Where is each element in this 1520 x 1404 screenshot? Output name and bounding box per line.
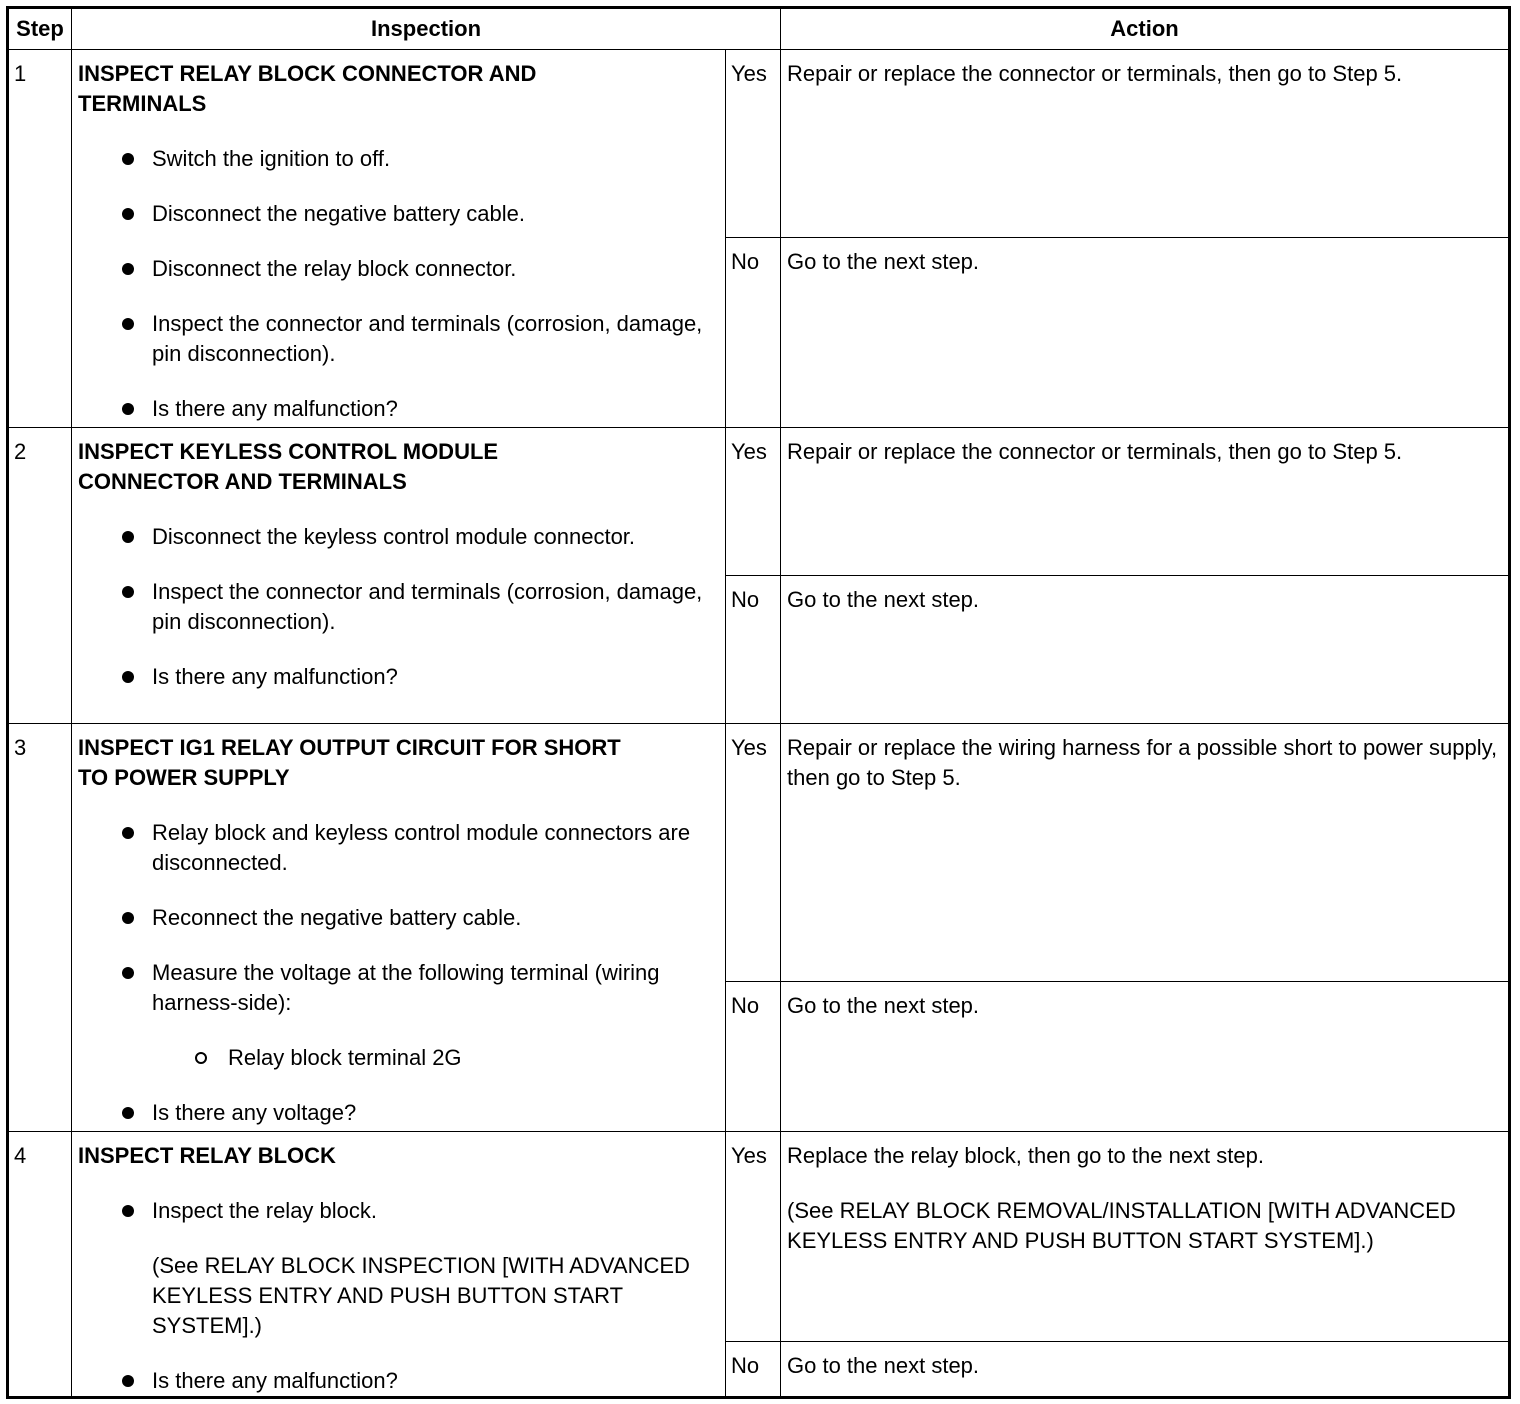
step-3-yes-row [8, 724, 1510, 982]
no-action: Go to the next step. [781, 576, 1510, 724]
step-2-inspection [72, 428, 726, 724]
list-item: Is there any malfunction? [78, 662, 719, 692]
step-1-yes-row [8, 50, 1510, 238]
step-number: 1 [8, 50, 72, 428]
inspection-list [78, 818, 719, 1128]
yes-label: Yes [726, 724, 781, 982]
list-item: Switch the ignition to off. [78, 144, 719, 174]
list-item: Is there any voltage? [78, 1098, 719, 1128]
no-label: No [726, 576, 781, 724]
reference-note: (See RELAY BLOCK INSPECTION [WITH ADVANCED KEYLESS ENTRY AND PUSH BUTTON START SYSTEM].) [152, 1253, 690, 1338]
yes-label: Yes [726, 428, 781, 576]
terminal-list [152, 1043, 719, 1073]
yes-action: Replace the relay block, then go to the next step. (See RELAY BLOCK REMOVAL/INSTALLATION [WITH ADVANCED KEYLESS ENTRY AND PUSH BUTTON START SYSTEM].) [781, 1132, 1510, 1342]
no-label: No [726, 982, 781, 1132]
step-4-yes-row [8, 1132, 1510, 1342]
inspection-list [78, 522, 719, 692]
step-number: 3 [8, 724, 72, 1132]
header-row [8, 8, 1510, 50]
no-label: No [726, 1342, 781, 1398]
inspection-list [78, 1196, 719, 1396]
step-2-yes-row [8, 428, 1510, 576]
step-title: INSPECT IG1 RELAY OUTPUT CIRCUIT FOR SHORT TO POWER SUPPLY [78, 735, 621, 790]
step-1-inspection [72, 50, 726, 428]
no-label: No [726, 238, 781, 428]
header-inspection: Inspection [72, 8, 781, 50]
list-item: Inspect the connector and terminals (corrosion, damage, pin disconnection). [78, 309, 719, 369]
step-3-inspection [72, 724, 726, 1132]
yes-action: Repair or replace the connector or terminals, then go to Step 5. [781, 428, 1510, 576]
step-title: INSPECT RELAY BLOCK CONNECTOR AND TERMINALS [78, 61, 537, 116]
list-item: Measure the voltage at the following terminal (wiring harness-side): Relay block terminal 2G [78, 958, 719, 1073]
yes-action: Repair or replace the wiring harness for a possible short to power supply, then go to Step 5. [781, 724, 1510, 982]
inspection-list [78, 144, 719, 424]
yes-label: Yes [726, 50, 781, 238]
list-item: Relay block and keyless control module connectors are disconnected. [78, 818, 719, 878]
no-action: Go to the next step. [781, 238, 1510, 428]
list-item: Disconnect the negative battery cable. [78, 199, 719, 229]
troubleshooting-table [6, 6, 1511, 1399]
list-item: Disconnect the keyless control module connector. [78, 522, 719, 552]
list-item: Inspect the connector and terminals (corrosion, damage, pin disconnection). [78, 577, 719, 637]
header-step: Step [8, 8, 72, 50]
step-title: INSPECT KEYLESS CONTROL MODULE CONNECTOR AND TERMINALS [78, 439, 499, 494]
step-4-inspection [72, 1132, 726, 1398]
step-number: 2 [8, 428, 72, 724]
list-item: Is there any malfunction? [78, 394, 719, 424]
reference-note: (See RELAY BLOCK REMOVAL/INSTALLATION [WITH ADVANCED KEYLESS ENTRY AND PUSH BUTTON START SYSTEM].) [787, 1198, 1456, 1253]
no-action: Go to the next step. [781, 1342, 1510, 1398]
header-action: Action [781, 8, 1510, 50]
no-action: Go to the next step. [781, 982, 1510, 1132]
list-item: Is there any malfunction? [78, 1366, 719, 1396]
step-number: 4 [8, 1132, 72, 1398]
step-title: INSPECT RELAY BLOCK [78, 1143, 336, 1168]
yes-label: Yes [726, 1132, 781, 1342]
yes-action: Repair or replace the connector or terminals, then go to Step 5. [781, 50, 1510, 238]
list-item: Disconnect the relay block connector. [78, 254, 719, 284]
list-item: Reconnect the negative battery cable. [78, 903, 719, 933]
list-item: Inspect the relay block. (See RELAY BLOCK INSPECTION [WITH ADVANCED KEYLESS ENTRY AND PUSH BUTTON START SYSTEM].) [78, 1196, 719, 1341]
sub-list-item: Relay block terminal 2G [152, 1043, 719, 1073]
